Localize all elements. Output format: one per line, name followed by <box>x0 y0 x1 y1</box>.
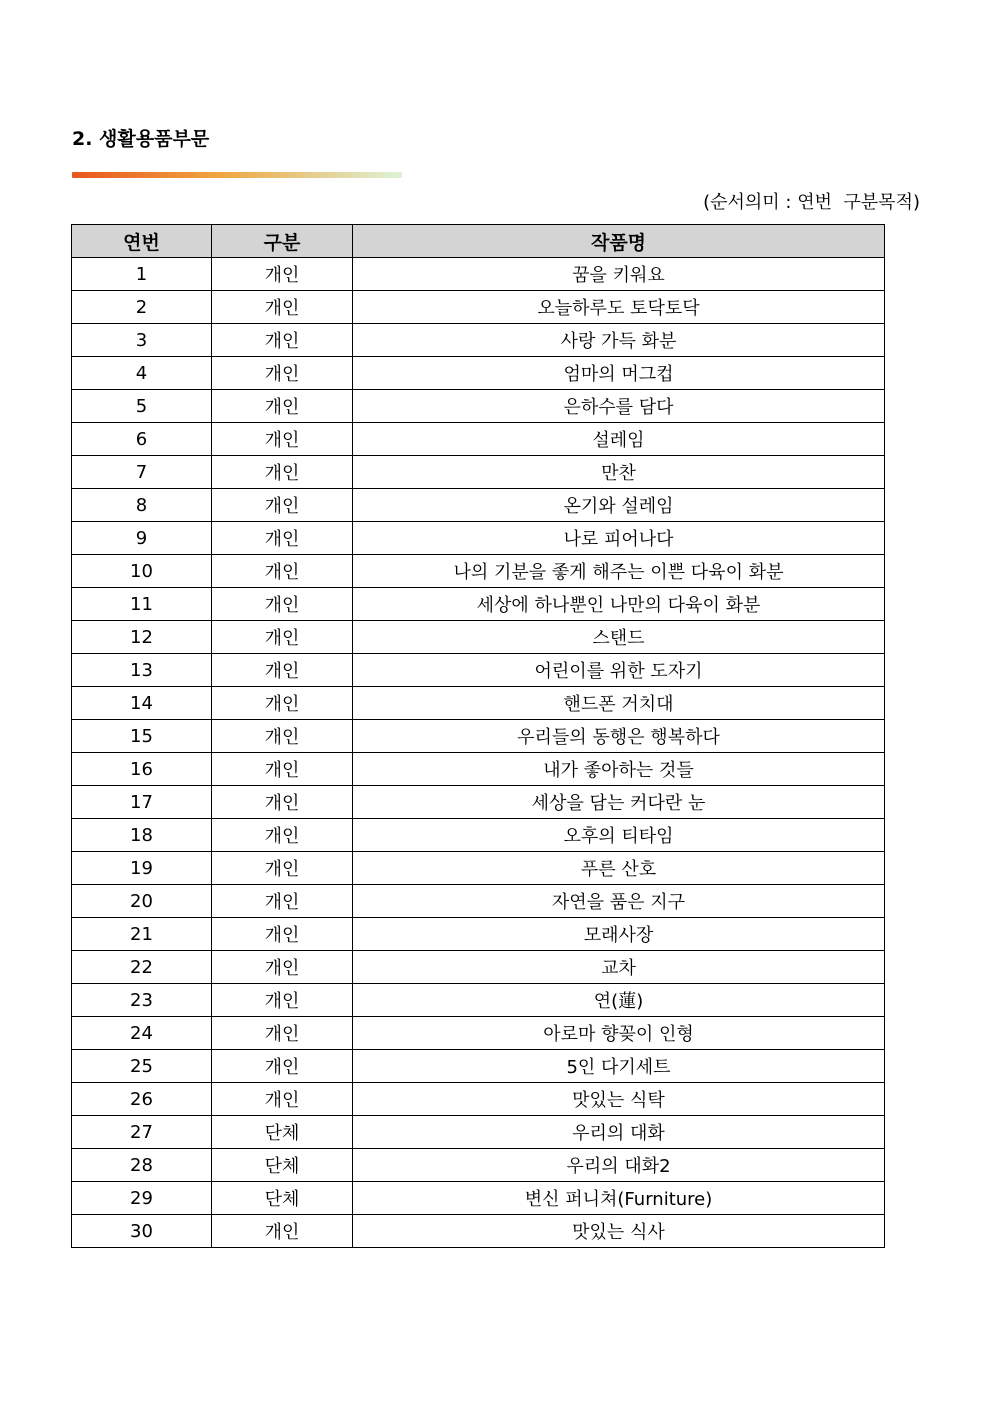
cell-number: 25 <box>72 1050 212 1083</box>
cell-work-title: 나로 피어나다 <box>353 522 885 555</box>
table-row <box>72 687 885 720</box>
cell-category: 개인 <box>212 258 353 291</box>
cell-number: 24 <box>72 1017 212 1050</box>
cell-category: 개인 <box>212 654 353 687</box>
cell-category: 개인 <box>212 1083 353 1116</box>
table-row <box>72 1116 885 1149</box>
cell-work-title: 5인 다기세트 <box>353 1050 885 1083</box>
cell-number: 19 <box>72 852 212 885</box>
cell-number: 30 <box>72 1215 212 1248</box>
table-row <box>72 357 885 390</box>
cell-category: 개인 <box>212 885 353 918</box>
cell-category: 개인 <box>212 951 353 984</box>
cell-work-title: 오늘하루도 토닥토닥 <box>353 291 885 324</box>
cell-number: 22 <box>72 951 212 984</box>
table-row <box>72 984 885 1017</box>
accent-bar <box>72 172 402 178</box>
cell-number: 4 <box>72 357 212 390</box>
cell-number: 13 <box>72 654 212 687</box>
cell-category: 개인 <box>212 489 353 522</box>
table-row <box>72 951 885 984</box>
cell-category: 개인 <box>212 984 353 1017</box>
order-note: (순서의미 : 연번 구분목적) <box>703 192 920 213</box>
table-row <box>72 390 885 423</box>
cell-number: 8 <box>72 489 212 522</box>
table-row <box>72 918 885 951</box>
cell-category: 개인 <box>212 753 353 786</box>
cell-category: 개인 <box>212 390 353 423</box>
cell-number: 12 <box>72 621 212 654</box>
cell-category: 개인 <box>212 918 353 951</box>
header-row <box>72 225 885 258</box>
cell-work-title: 아로마 향꽂이 인형 <box>353 1017 885 1050</box>
table-row <box>72 555 885 588</box>
cell-work-title: 엄마의 머그컵 <box>353 357 885 390</box>
cell-category: 개인 <box>212 555 353 588</box>
cell-number: 16 <box>72 753 212 786</box>
cell-category: 개인 <box>212 687 353 720</box>
cell-work-title: 변신 퍼니쳐(Furniture) <box>353 1182 885 1215</box>
cell-work-title: 연(蓮) <box>353 984 885 1017</box>
cell-number: 6 <box>72 423 212 456</box>
cell-category: 개인 <box>212 324 353 357</box>
cell-number: 3 <box>72 324 212 357</box>
table-row <box>72 258 885 291</box>
cell-number: 26 <box>72 1083 212 1116</box>
cell-category: 개인 <box>212 1017 353 1050</box>
cell-number: 27 <box>72 1116 212 1149</box>
cell-work-title: 내가 좋아하는 것들 <box>353 753 885 786</box>
section-title: 2. 생활용품부문 <box>72 128 210 150</box>
table-row <box>72 423 885 456</box>
cell-work-title: 세상을 담는 커다란 눈 <box>353 786 885 819</box>
header-number: 연번 <box>72 225 212 258</box>
table-row <box>72 456 885 489</box>
cell-number: 5 <box>72 390 212 423</box>
cell-number: 17 <box>72 786 212 819</box>
cell-category: 개인 <box>212 456 353 489</box>
cell-category: 단체 <box>212 1116 353 1149</box>
cell-work-title: 어린이를 위한 도자기 <box>353 654 885 687</box>
cell-work-title: 교차 <box>353 951 885 984</box>
cell-category: 개인 <box>212 1050 353 1083</box>
cell-category: 단체 <box>212 1182 353 1215</box>
cell-category: 개인 <box>212 357 353 390</box>
table-header <box>72 225 885 258</box>
works-table <box>71 224 885 1248</box>
cell-category: 개인 <box>212 786 353 819</box>
table-row <box>72 1182 885 1215</box>
cell-number: 18 <box>72 819 212 852</box>
table-row <box>72 819 885 852</box>
cell-work-title: 맛있는 식탁 <box>353 1083 885 1116</box>
table-row <box>72 885 885 918</box>
table-row <box>72 1215 885 1248</box>
table-row <box>72 753 885 786</box>
cell-work-title: 나의 기분을 좋게 해주는 이쁜 다육이 화분 <box>353 555 885 588</box>
cell-work-title: 온기와 설레임 <box>353 489 885 522</box>
cell-category: 개인 <box>212 423 353 456</box>
cell-number: 10 <box>72 555 212 588</box>
cell-work-title: 꿈을 키워요 <box>353 258 885 291</box>
cell-work-title: 만찬 <box>353 456 885 489</box>
cell-number: 2 <box>72 291 212 324</box>
table-body <box>72 258 885 1248</box>
table-row <box>72 291 885 324</box>
cell-number: 15 <box>72 720 212 753</box>
table-row <box>72 1050 885 1083</box>
cell-number: 9 <box>72 522 212 555</box>
table-row <box>72 852 885 885</box>
table-row <box>72 786 885 819</box>
cell-number: 29 <box>72 1182 212 1215</box>
table-row <box>72 324 885 357</box>
cell-work-title: 사랑 가득 화분 <box>353 324 885 357</box>
cell-work-title: 은하수를 담다 <box>353 390 885 423</box>
cell-category: 개인 <box>212 588 353 621</box>
cell-work-title: 우리들의 동행은 행복하다 <box>353 720 885 753</box>
table-row <box>72 1149 885 1182</box>
header-category: 구분 <box>212 225 353 258</box>
cell-number: 28 <box>72 1149 212 1182</box>
table-row <box>72 654 885 687</box>
cell-number: 23 <box>72 984 212 1017</box>
table-row <box>72 1083 885 1116</box>
table-row <box>72 522 885 555</box>
cell-work-title: 푸른 산호 <box>353 852 885 885</box>
cell-work-title: 세상에 하나뿐인 나만의 다육이 화분 <box>353 588 885 621</box>
cell-number: 14 <box>72 687 212 720</box>
table-row <box>72 1017 885 1050</box>
table-row <box>72 720 885 753</box>
cell-category: 개인 <box>212 621 353 654</box>
table-row <box>72 588 885 621</box>
cell-number: 1 <box>72 258 212 291</box>
cell-category: 개인 <box>212 1215 353 1248</box>
cell-work-title: 스탠드 <box>353 621 885 654</box>
cell-number: 7 <box>72 456 212 489</box>
table-row <box>72 489 885 522</box>
cell-category: 개인 <box>212 819 353 852</box>
cell-work-title: 맛있는 식사 <box>353 1215 885 1248</box>
cell-number: 11 <box>72 588 212 621</box>
cell-work-title: 설레임 <box>353 423 885 456</box>
cell-category: 개인 <box>212 522 353 555</box>
cell-work-title: 우리의 대화2 <box>353 1149 885 1182</box>
cell-work-title: 자연을 품은 지구 <box>353 885 885 918</box>
cell-work-title: 모래사장 <box>353 918 885 951</box>
cell-category: 개인 <box>212 291 353 324</box>
cell-category: 개인 <box>212 720 353 753</box>
cell-work-title: 우리의 대화 <box>353 1116 885 1149</box>
cell-number: 20 <box>72 885 212 918</box>
table-row <box>72 621 885 654</box>
cell-work-title: 오후의 티타임 <box>353 819 885 852</box>
cell-category: 개인 <box>212 852 353 885</box>
cell-number: 21 <box>72 918 212 951</box>
header-work-title: 작품명 <box>353 225 885 258</box>
cell-work-title: 핸드폰 거치대 <box>353 687 885 720</box>
cell-category: 단체 <box>212 1149 353 1182</box>
